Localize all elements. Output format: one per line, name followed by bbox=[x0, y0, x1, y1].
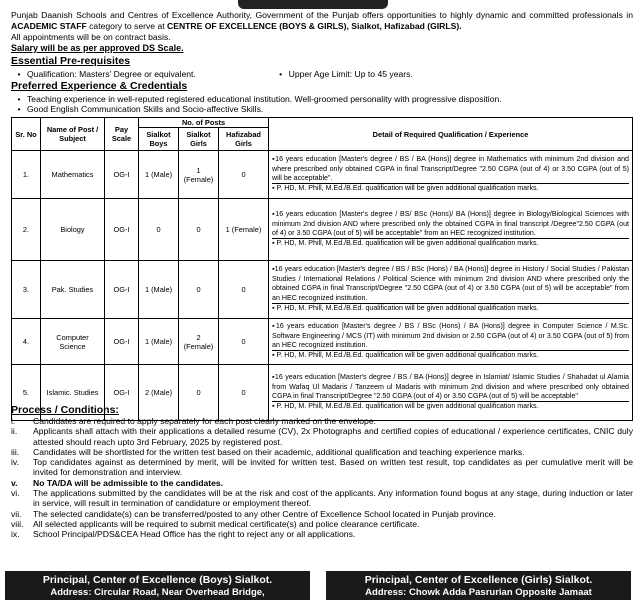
detail-additional: ▪ P. HD, M. Phill, M.Ed./B.Ed. qualification will be given additional qualification marks. bbox=[272, 239, 539, 248]
footer-left-title: Principal, Center of Excellence (Boys) Sialkot. bbox=[42, 574, 273, 586]
salary-note: Salary will be as per approved DS Scale. bbox=[11, 43, 184, 53]
row-pay: OG-I bbox=[105, 199, 139, 261]
row-detail bbox=[269, 319, 633, 365]
list-item: iii. Candidates will be shortlisted for the written test based on their academic, additional qualification and teaching experience marks. bbox=[11, 446, 525, 457]
list-item: vii. The selected candidate(s) can be transferred/posted to any other Centre of Excellence School located in Punjab province. bbox=[11, 508, 496, 519]
row-girls: 0 bbox=[179, 199, 219, 261]
row-sr: 3. bbox=[12, 261, 41, 319]
row-subject: Pak. Studies bbox=[41, 261, 105, 319]
conditions-list bbox=[11, 416, 633, 540]
footer-girls-address bbox=[326, 571, 631, 600]
header-banner bbox=[0, 0, 640, 9]
bullet-icon: • bbox=[17, 69, 21, 79]
bullet-icon: • bbox=[17, 94, 21, 104]
header-sialkot-girls: Sialkot Girls bbox=[179, 128, 219, 151]
essential-list bbox=[11, 69, 633, 79]
preferred-heading: Preferred Experience & Credentials bbox=[11, 80, 188, 92]
row-hafizabad: 1 (Female) bbox=[219, 199, 269, 261]
detail-education: ▪16 years education [Master's degree / BS/ BSc (Hons)/ BA (Hons)] degree in Biology/Biological Sciences with minimum 2nd division AND where prescribed only the obtained CGPA in final transcript /Degree"2.50 CGPA (out of 4) or 3.50 CGPA (out of 5) will be acceptable" from an HEC recognized institution. bbox=[272, 210, 629, 239]
row-hafizabad: 0 bbox=[219, 319, 269, 365]
row-hafizabad: 0 bbox=[219, 261, 269, 319]
bullet-icon: • bbox=[17, 104, 21, 114]
row-pay: OG-I bbox=[105, 151, 139, 199]
row-detail bbox=[269, 199, 633, 261]
intro-text-1: Punjab Daanish Schools and Centres of Excellence Authority, Government of the Punjab offers opportunities to highly dynamic and committed professionals in bbox=[11, 10, 633, 20]
header-name: Name of Post / Subject bbox=[41, 118, 105, 151]
row-boys: 1 (Male) bbox=[139, 319, 179, 365]
header-hafizabad-girls: Hafizabad Girls bbox=[219, 128, 269, 151]
row-sr: 1. bbox=[12, 151, 41, 199]
footer-boys-address bbox=[5, 571, 310, 600]
contract-note: All appointments will be on contract basis. bbox=[11, 32, 171, 42]
detail-education: ▪16 years education [Master's degree / BS / BSc (Hons) / BA (Hons)] degree in Computer Science / M.Sc. Software Engineering / MCS (IT) with minimum 2nd division or 2.50 CGPA (out of 4) or 3.50 CGPA (out of 5) from an HEC recognized institution. bbox=[272, 322, 629, 351]
row-girls: 1 (Female) bbox=[179, 151, 219, 199]
list-item: i. Candidates are required to apply separately for each post clearly marked on the envelope. bbox=[11, 416, 376, 426]
intro-paragraph bbox=[11, 10, 633, 43]
row-subject: Islamic. Studies bbox=[41, 365, 105, 421]
row-subject: Biology bbox=[41, 199, 105, 261]
row-boys: 1 (Male) bbox=[139, 151, 179, 199]
row-pay: OG-I bbox=[105, 319, 139, 365]
footer-right-title: Principal, Center of Excellence (Girls) Sialkot. bbox=[364, 574, 593, 586]
row-girls: 0 bbox=[179, 261, 219, 319]
essential-age: Upper Age Limit: Up to 45 years. bbox=[288, 69, 413, 79]
footer-left-address: Address: Circular Road, Near Overhead Bridge, bbox=[50, 587, 265, 598]
list-item: ix. School Principal/PDS&CEA Head Office has the right to reject any or all applications. bbox=[11, 529, 356, 540]
intro-category: ACADEMIC STAFF bbox=[11, 21, 87, 31]
preferred-item-2: • Good English Communication Skills and Socio-affective Skills. bbox=[11, 104, 633, 114]
row-boys: 2 (Male) bbox=[139, 365, 179, 421]
row-sr: 5. bbox=[12, 365, 41, 421]
detail-additional: ▪ P. HD, M. Phill, M.Ed./B.Ed. qualification will be given additional qualification marks. bbox=[272, 304, 539, 313]
detail-additional: ▪ P. HD, M. Phill, M.Ed./B.Ed. qualification will be given additional qualification marks. bbox=[272, 184, 539, 193]
intro-location: CENTRE OF EXCELLENCE (BOYS & GIRLS), Sialkot, Hafizabad (GIRLS). bbox=[167, 21, 462, 31]
table-row bbox=[12, 151, 633, 199]
essential-qualification: Qualification: Masters' Degree or equivalent. bbox=[27, 69, 196, 79]
row-sr: 4. bbox=[12, 319, 41, 365]
row-boys: 0 bbox=[139, 199, 179, 261]
row-girls: 2 (Female) bbox=[179, 319, 219, 365]
row-hafizabad: 0 bbox=[219, 365, 269, 421]
table-row bbox=[12, 261, 633, 319]
preferred-item-1: • Teaching experience in well-reputed registered educational institution. Well-groomed personality with progressive disposition. bbox=[11, 94, 633, 104]
intro-text-2: category to serve at bbox=[86, 21, 167, 31]
header-posts: No. of Posts bbox=[139, 118, 269, 128]
process-section bbox=[11, 404, 633, 540]
row-pay: OG-I bbox=[105, 365, 139, 421]
header-sialkot-boys: Sialkot Boys bbox=[139, 128, 179, 151]
detail-additional: ▪ P. HD, M. Phill, M.Ed./B.Ed. qualification will be given additional qualification marks. bbox=[272, 402, 539, 411]
list-item: iv. Top candidates against as determined by merit, will be invited for written test. Based on written test result, top candidates as per cumulative merit will be invited for demonstration and interview. bbox=[11, 457, 633, 478]
row-subject: Computer Science bbox=[41, 319, 105, 365]
header-detail: Detail of Required Qualification / Experience bbox=[269, 118, 633, 151]
list-item: vi. The applications submitted by the candidates will be at the risk and cost of the applicants. Any information found bogus at any stage, during induction or later in service, will result in termination of candidature or employment thereof. bbox=[11, 488, 633, 509]
header-sr: Sr. No bbox=[12, 118, 41, 151]
row-subject: Mathematics bbox=[41, 151, 105, 199]
detail-additional: ▪ P. HD, M. Phill, M.Ed./B.Ed. qualification will be given additional qualification marks. bbox=[272, 351, 539, 360]
list-item: v. No TA/DA will be admissible to the candidates. bbox=[11, 477, 224, 488]
row-detail bbox=[269, 261, 633, 319]
detail-education: ▪16 years education [Master's degree / BS / BA (Hons)] degree in Mathematics with minimum 2nd division and where prescribed only obtained CGPA in final Transcript/Degree "2.50 CGPA (out of 4) or 3.50 CGPA (out of 5) will be acceptable". bbox=[272, 155, 629, 184]
bullet-icon: • bbox=[279, 69, 283, 79]
row-girls: 0 bbox=[179, 365, 219, 421]
essential-heading: Essential Pre-requisites bbox=[11, 55, 131, 67]
detail-education: ▪16 years education [Master's degree / BS / BA (Hons)] degree in Islamiat/ Islamic Studies / Shahadat ul Alamia from Wafaq Ul Madaris / Tanzeem ul Madaris with minimum 2nd division and where prescribed only obtained CGPA in final Transcript/Degree "2.50 CGPA (out of 4) or 3.50 CGPA (out of 5) will be acceptable" bbox=[272, 373, 629, 402]
row-detail bbox=[269, 151, 633, 199]
process-heading: Process / Conditions: bbox=[11, 404, 119, 416]
row-pay: OG-I bbox=[105, 261, 139, 319]
row-hafizabad: 0 bbox=[219, 151, 269, 199]
list-item: ii. Applicants shall attach with their applications a detailed resume (CV), 2x Photographs and certified copies of educational / experience certificates, CNIC duly attested should reach upto 3rd February, 2025 by registered post. bbox=[11, 426, 633, 447]
detail-education: ▪16 years education [Master's degree / BS / BSc (Hons) / BA (Hons)] degree in History / Social Studies / Pakistan Studies / International Relations / Political Science with minimum 2nd division AND where prescribed only the obtained CGPA in final Transcript/Degree "2.50 CGPA (out of 4) or 3.50 CGPA (out of 5) will be acceptable" from an HEC recognized institution. bbox=[272, 265, 629, 304]
posts-table bbox=[11, 117, 633, 421]
footer-right-address: Address: Chowk Adda Pasrurian Opposite Jamaat bbox=[365, 587, 592, 598]
list-item: viii. All selected applicants will be required to submit medical certificate(s) and police clearance certificate. bbox=[11, 518, 420, 529]
row-boys: 1 (Male) bbox=[139, 261, 179, 319]
table-row bbox=[12, 319, 633, 365]
table-row bbox=[12, 199, 633, 261]
header-bar bbox=[238, 0, 388, 9]
header-pay: Pay Scale bbox=[105, 118, 139, 151]
row-sr: 2. bbox=[12, 199, 41, 261]
